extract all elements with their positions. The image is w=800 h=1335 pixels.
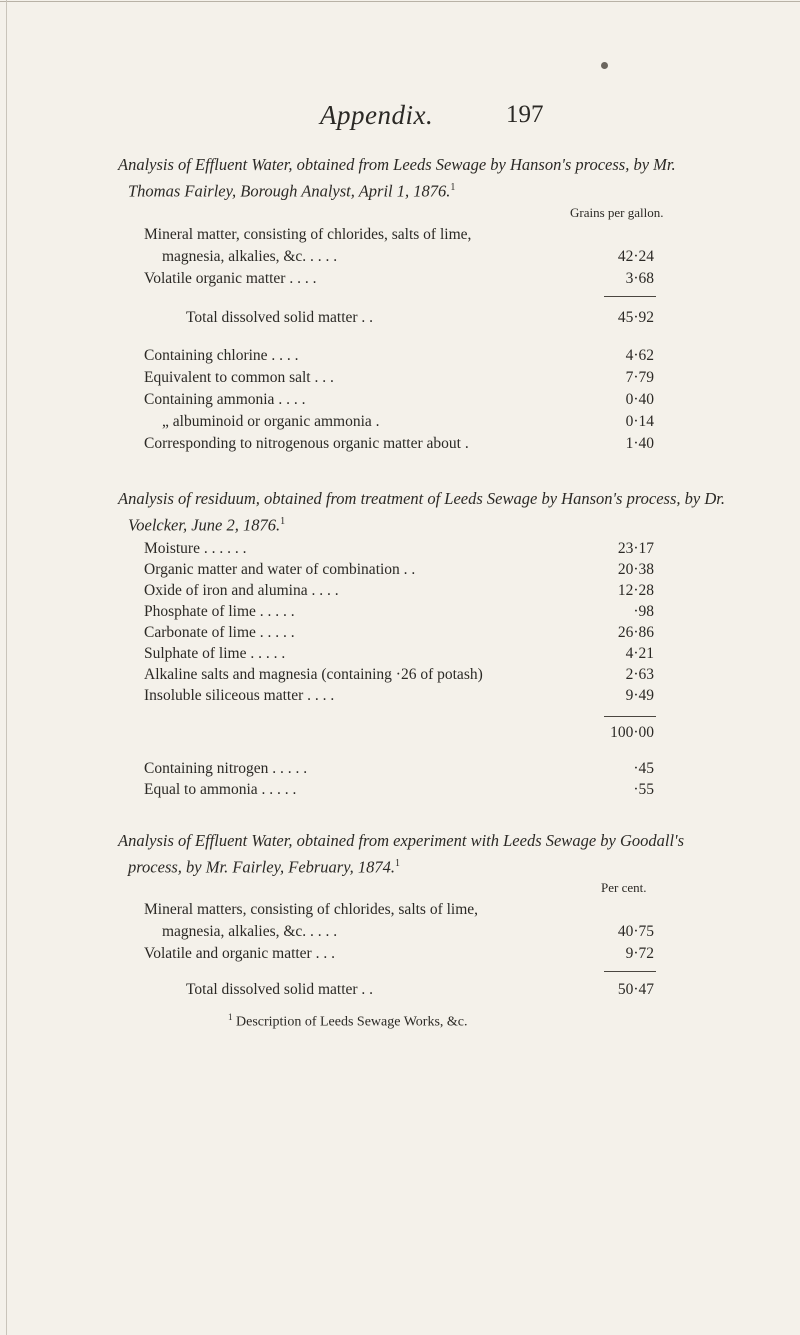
- table-row: [144, 367, 654, 389]
- row-label: Alkaline salts and magnesia (containing ·26 of potash): [144, 666, 483, 683]
- section1-caption-text: Analysis of Effluent Water, obtained from Leeds Sewage by Hanson's process, by Mr. Thomas Fairley, Borough Analyst, April 1, 1876.: [118, 155, 676, 201]
- sum-rule: [604, 971, 656, 972]
- footnote-mark: 1: [228, 1012, 233, 1022]
- row-label: Equivalent to common salt . . .: [144, 369, 334, 386]
- running-title: Appendix.: [320, 100, 434, 130]
- section3-caption-text: Analysis of Effluent Water, obtained from experiment with Leeds Sewage by Goodall's process, by Mr. Fairley, February, 1874.: [118, 831, 684, 877]
- section1-caption-footnote-mark: 1: [450, 182, 456, 193]
- table-row: [144, 601, 654, 623]
- table-row: [144, 943, 654, 965]
- section3-caption: [118, 829, 728, 879]
- row-label: Mineral matters, consisting of chlorides, salts of lime,: [144, 901, 479, 918]
- table-row: [144, 345, 654, 367]
- row-label: Containing chlorine . . . .: [144, 347, 299, 364]
- row-value: 4·62: [625, 347, 654, 364]
- row-label: magnesia, alkalies, &c. . . . .: [162, 248, 338, 265]
- row-value: ·45: [633, 760, 654, 777]
- row-value: 40·75: [617, 923, 654, 940]
- table-row: [144, 246, 654, 268]
- table-row: [144, 580, 654, 602]
- table-row: [144, 538, 654, 560]
- row-label: Equal to ammonia . . . . .: [144, 781, 297, 798]
- section3-caption-footnote-mark: 1: [395, 858, 401, 869]
- row-value: 45·92: [617, 309, 654, 326]
- row-value: 7·79: [625, 369, 654, 386]
- table-row: [144, 643, 654, 665]
- row-label: Volatile organic matter . . . .: [144, 270, 317, 287]
- table-row: [144, 307, 654, 329]
- row-label: Mineral matter, consisting of chlorides, salts of lime,: [144, 226, 472, 243]
- running-head: [0, 100, 800, 140]
- row-value: 50·47: [617, 981, 654, 998]
- row-value: 3·68: [625, 270, 654, 287]
- section1-unit-header: Grains per gallon.: [570, 205, 664, 220]
- row-label: Insoluble siliceous matter . . . .: [144, 687, 335, 704]
- row-value: 42·24: [617, 248, 654, 265]
- row-label: magnesia, alkalies, &c. . . . .: [162, 923, 338, 940]
- row-label: Total dissolved solid matter . .: [186, 981, 374, 998]
- row-value: 9·49: [625, 687, 654, 704]
- row-value: 0·40: [625, 391, 654, 408]
- row-value: ·98: [633, 603, 654, 620]
- row-label: Carbonate of lime . . . . .: [144, 624, 295, 641]
- table-row: [144, 622, 654, 644]
- footnote: [228, 1012, 468, 1031]
- row-label: Organic matter and water of combination . .: [144, 561, 416, 578]
- table-row: [144, 779, 654, 801]
- row-label: Containing nitrogen . . . . .: [144, 760, 308, 777]
- row-value: 23·17: [617, 540, 654, 557]
- page-edge-rule: [0, 1, 800, 2]
- section2-caption: [118, 487, 728, 537]
- row-label: Containing ammonia . . . .: [144, 391, 306, 408]
- footnote-text: Description of Leeds Sewage Works, &c.: [236, 1014, 468, 1030]
- row-value: 100·00: [610, 724, 654, 741]
- row-label: „ albuminoid or organic ammonia .: [162, 413, 380, 430]
- table-row: [144, 411, 654, 433]
- row-label: Phosphate of lime . . . . .: [144, 603, 295, 620]
- ink-spot: [601, 62, 608, 69]
- row-value: 0·14: [625, 413, 654, 430]
- row-label: Volatile and organic matter . . .: [144, 945, 335, 962]
- row-value: 1·40: [625, 435, 654, 452]
- table-row: [144, 685, 654, 707]
- section2-caption-footnote-mark: 1: [280, 516, 286, 527]
- row-value: ·55: [633, 781, 654, 798]
- section2-caption-text: Analysis of residuum, obtained from treatment of Leeds Sewage by Hanson's process, by Dr. Voelcker, June 2, 1876.: [118, 489, 725, 535]
- table-row: [144, 224, 654, 246]
- row-label: Moisture . . . . . .: [144, 540, 247, 557]
- row-label: Oxide of iron and alumina . . . .: [144, 582, 339, 599]
- table-row: [144, 722, 654, 744]
- row-value: 26·86: [617, 624, 654, 641]
- row-label: Sulphate of lime . . . . .: [144, 645, 286, 662]
- section3-unit-header: Per cent.: [601, 880, 647, 895]
- sum-rule: [604, 716, 656, 717]
- table-row: [144, 758, 654, 780]
- sum-rule: [604, 296, 656, 297]
- table-row: [144, 979, 654, 1001]
- table-row: [144, 921, 654, 943]
- row-label: Total dissolved solid matter . .: [186, 309, 374, 326]
- row-label: Corresponding to nitrogenous organic matter about .: [144, 435, 469, 452]
- table-row: [144, 433, 654, 455]
- binding-edge-rule: [6, 0, 7, 1335]
- row-value: 2·63: [625, 666, 654, 683]
- table-row: [144, 559, 654, 581]
- page-number: 197: [506, 101, 544, 128]
- row-value: 12·28: [617, 582, 654, 599]
- section1-caption: [118, 153, 728, 203]
- table-row: [144, 268, 654, 290]
- table-row: [144, 899, 654, 921]
- table-row: [144, 389, 654, 411]
- row-value: 9·72: [625, 945, 654, 962]
- row-value: 20·38: [617, 561, 654, 578]
- table-row: [144, 664, 654, 686]
- row-value: 4·21: [625, 645, 654, 662]
